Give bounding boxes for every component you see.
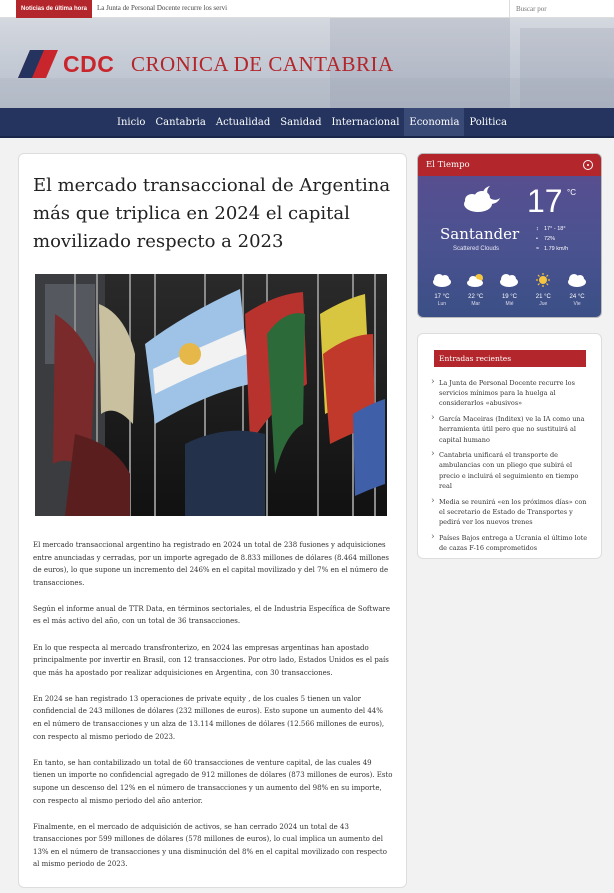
recent-posts-widget <box>417 333 602 559</box>
recent-post-link[interactable]: › Cantabria unificará el transporte de ambulancias con un pliego que subirá el precio e incluirá el seguimiento en tiempo real <box>430 450 590 491</box>
search-box <box>509 0 614 18</box>
partly-cloudy-icon <box>461 273 491 292</box>
weather-unit: °C <box>567 188 576 197</box>
recent-posts-list <box>430 378 590 559</box>
forecast-temp: 17 °C <box>434 294 450 300</box>
weather-range: 17° - 18° <box>544 226 566 232</box>
cloud-icon <box>427 273 457 292</box>
site-header <box>0 18 614 108</box>
sun-icon <box>528 273 558 292</box>
cloud-icon <box>562 273 592 292</box>
article-body <box>33 539 393 884</box>
logo-flag-icon[interactable] <box>18 50 58 78</box>
forecast-day <box>494 273 524 307</box>
article-paragraph: En 2024 se han registrado 13 operaciones de private equity , de los cuales 5 tienen un valor confidencial de 243 millones de dólares (232 millones de euros). Esto supone un aumento del 44% en el número de transacciones y un alza de 13.114 millones de dólares (12.566 millones de euros), con respecto al mismo periodo de 2023. <box>33 694 385 741</box>
forecast-day <box>427 273 457 307</box>
breaking-news-ticker[interactable]: La Junta de Personal Docente recurre los servi <box>97 4 228 12</box>
locate-icon[interactable] <box>583 160 593 170</box>
search-input[interactable] <box>516 5 611 13</box>
article-paragraph: Finalmente, en el mercado de adquisición de activos, se han cerrado 2024 un total de 43 transacciones por 599 millones de dólares (578 millones de euros), lo cual implica un aumento del 13% en el número de transacciones y una disminución del 8% en el capital movilizado con respecto al mismo periodo de 2023. <box>33 822 387 869</box>
recent-post-link[interactable]: › Países Bajos entrega a Ucrania el último lote de cazas F-16 comprometidos <box>430 533 590 553</box>
forecast-temp: 21 °C <box>535 294 551 300</box>
forecast-day-label: Jue <box>539 301 548 307</box>
cloud-icon <box>494 273 524 292</box>
forecast-temp: 22 °C <box>468 294 484 300</box>
top-bar <box>0 0 614 18</box>
logo-name[interactable]: CRONICA DE CANTABRIA <box>131 52 394 76</box>
recent-posts-title: Entradas recientes <box>434 350 586 367</box>
article-paragraph: Según el informe anual de TTR Data, en términos sectoriales, el de Industria Específica de Software es el más activo del año, con un total de 36 transacciones. <box>33 604 390 626</box>
nav-item-politica[interactable]: Politica <box>469 116 507 128</box>
article-paragraph: En lo que respecta al mercado transfronterizo, en 2024 las empresas argentinas han apostado principalmente por invertir en Brasil, con 12 transacciones. Por otro lado, Estados Unidos es el país que más ha apostado por realizar adquisiciones en Argentina, con 30 transacciones. <box>33 643 389 677</box>
recent-post-link[interactable]: › García Maceiras (Inditex) ve la IA como una herramienta útil pero que no sustituirá al capital humano <box>430 414 590 445</box>
forecast-day <box>461 273 491 307</box>
article-image-flags <box>35 274 387 516</box>
nav-item-economia[interactable]: Economia <box>404 108 464 136</box>
weather-forecast <box>417 273 602 307</box>
humidity-icon: • <box>536 236 538 242</box>
recent-post-link[interactable]: › La Junta de Personal Docente recurre los servicios mínimos para la huelga al considerarlos «abusivos» <box>430 378 590 409</box>
forecast-temp: 19 °C <box>501 294 518 300</box>
nav-item-sanidad[interactable]: Sanidad <box>280 116 322 128</box>
forecast-day <box>562 273 592 307</box>
weather-humidity: 72% <box>544 236 556 242</box>
main-nav <box>0 108 614 138</box>
forecast-temp: 24 °C <box>569 294 585 300</box>
weather-stats <box>536 224 568 254</box>
article-title: El mercado transaccional de Argentina más que triplica en 2024 el capital movilizado respecto a 2023 <box>33 175 391 252</box>
forecast-day-label: Mar <box>471 301 480 307</box>
nav-item-internacional[interactable]: Internacional <box>331 116 400 128</box>
forecast-day-label: Lun <box>437 301 447 307</box>
header-background-ground <box>0 78 614 108</box>
weather-description: Scattered Clouds <box>453 246 500 252</box>
weather-city: Santander <box>440 225 520 243</box>
article-paragraph: En tanto, se han contabilizado un total de 60 transacciones de venture capital, de las cuales 49 tienen un importe no confidencial agregado de 912 millones de dólares (873 millones de euros). Esto supone un descenso del 12% en el número de transacciones y un aumento del 98% en su importe, con respecto al mismo periodo del año anterior. <box>33 758 393 805</box>
weather-temperature: 17 <box>527 183 563 219</box>
moon-cloud-icon <box>460 184 504 214</box>
article-paragraph: El mercado transaccional argentino ha registrado en 2024 un total de 238 fusiones y adquisiciones entre anunciadas y cerradas, por un importe agregado de 8.833 millones de dólares (8.464 millones de euros), lo que supone un incremento del 246% en el capital movilizado y del 7% en el número de transacciones. <box>33 541 390 587</box>
forecast-day-label: Vie <box>573 301 581 307</box>
weather-header <box>418 154 601 176</box>
weather-title: El Tiempo <box>426 160 470 170</box>
article-card <box>18 153 407 888</box>
thermometer-icon: ↕ <box>536 226 539 232</box>
forecast-day-label: Mié <box>505 301 514 307</box>
logo-abbreviation[interactable]: CDC <box>63 51 115 77</box>
breaking-news-label: Noticias de última hora <box>16 0 92 18</box>
wind-icon: ≈ <box>536 246 540 252</box>
nav-item-actualidad[interactable]: Actualidad <box>215 116 271 128</box>
weather-wind: 1.79 km/h <box>544 246 569 252</box>
forecast-day <box>528 273 558 307</box>
nav-item-cantabria[interactable]: Cantabria <box>155 116 206 128</box>
recent-post-link[interactable]: › Media se reunirá «en los próximos días» con el secretario de Estado de Transportes y pedirá ver los nuevos trenes <box>430 497 590 528</box>
nav-item-inicio[interactable]: Inicio <box>117 116 146 128</box>
